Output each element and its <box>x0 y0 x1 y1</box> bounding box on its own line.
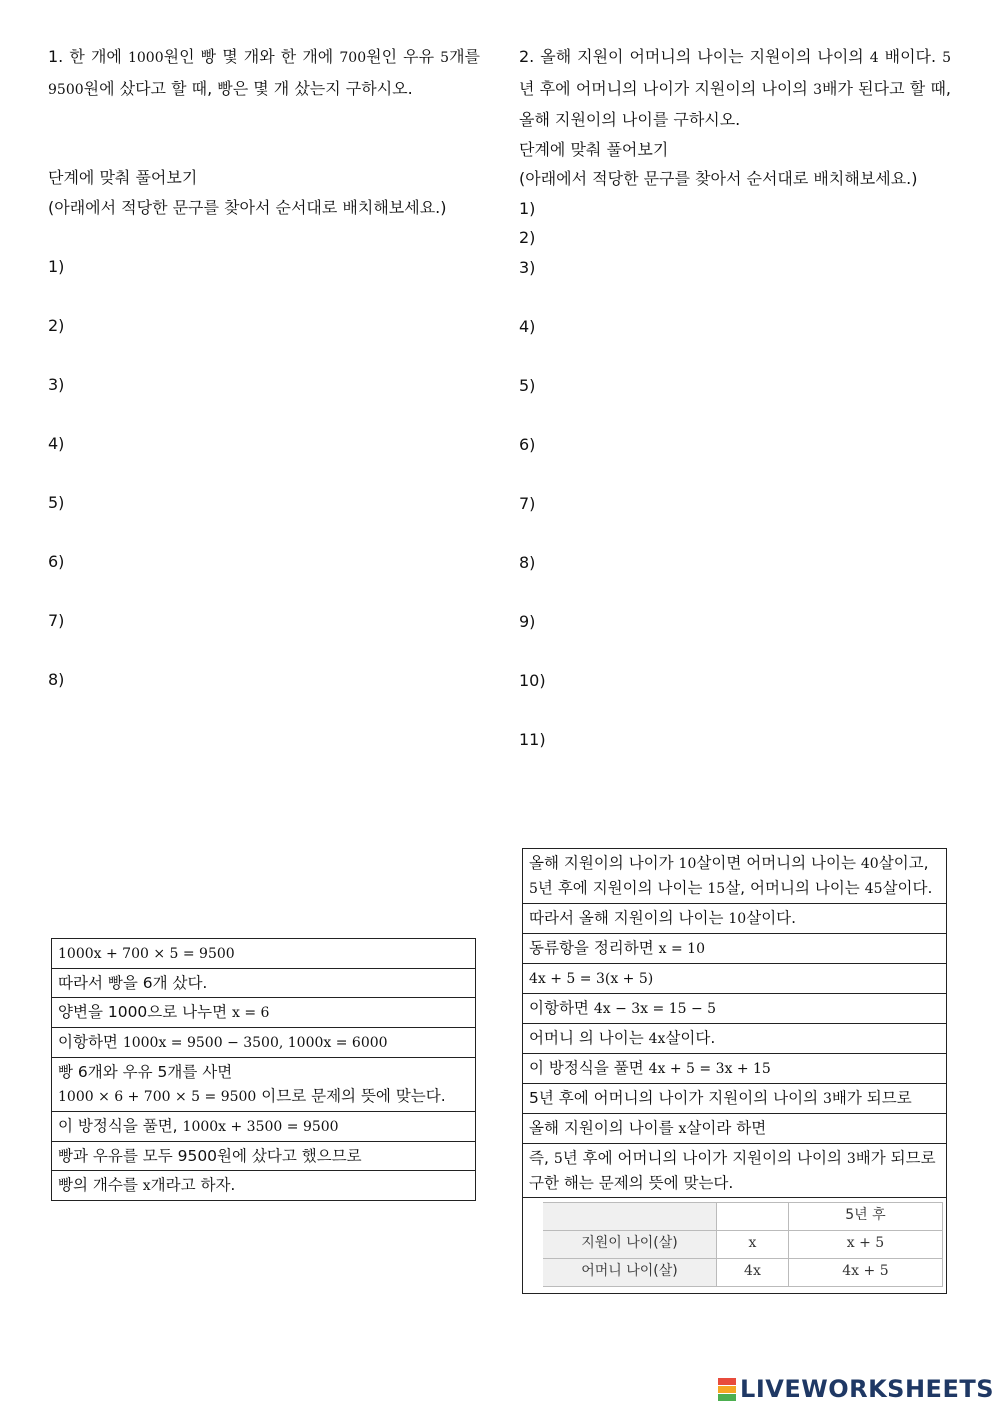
age-table-cell: 4x <box>717 1259 789 1287</box>
problem-2-column <box>519 42 951 754</box>
phrase-text: 따라서 빵을 6개 샀다. <box>58 974 208 992</box>
answer-slot-11[interactable]: 11) <box>519 729 546 749</box>
age-table-cell: x <box>717 1231 789 1259</box>
age-table-cell: 4x + 5 <box>788 1259 942 1287</box>
phrase-math: 4x − 3x = 15 − 5 <box>593 1001 717 1017</box>
answer-slot-7[interactable]: 7) <box>48 610 65 630</box>
logo-mark-block <box>718 1378 736 1385</box>
phrase-card[interactable] <box>52 1142 476 1171</box>
phrase-card[interactable] <box>523 849 947 904</box>
phrase-text: 살이면 어머니의 나이는 <box>696 854 861 872</box>
problem-2-text: 배이다. <box>878 47 943 66</box>
problem-1-text: 1. 한 개에 <box>48 47 128 66</box>
answer-slot-6[interactable]: 6) <box>519 434 536 454</box>
phrase-card[interactable] <box>523 1144 947 1198</box>
phrase-card[interactable] <box>523 994 947 1024</box>
age-table <box>543 1202 943 1287</box>
phrase-text: 살이라 하면 <box>686 1119 767 1137</box>
phrase-math: 4x <box>648 1031 666 1047</box>
phrase-text: 따라서 올해 지원이의 나이는 <box>529 909 729 927</box>
liveworksheets-logo <box>718 1375 994 1403</box>
phrase-text: 빵과 우유를 모두 9500원에 샀다고 했으므로 <box>58 1147 362 1165</box>
phrase-text: 빵의 개수를 <box>58 1176 143 1194</box>
problem-2-intro-title: 단계에 맞춰 풀어보기 <box>519 139 669 159</box>
answer-slot-6[interactable]: 6) <box>48 551 65 571</box>
phrase-text: 올해 지원이의 나이가 <box>529 854 679 872</box>
answer-slot-10[interactable]: 10) <box>519 670 546 690</box>
phrase-text: 개라고 하자. <box>150 1176 236 1194</box>
logo-mark-icon <box>718 1378 736 1401</box>
logo-mark-block <box>718 1394 736 1401</box>
phrase-text: 배가 되므로 <box>831 1089 912 1107</box>
age-table-corner <box>543 1203 717 1231</box>
phrase-text: 이 방정식을 풀면 <box>529 1059 649 1077</box>
phrase-text: 어머니 의 나이는 <box>529 1029 649 1047</box>
problem-1-text: 원인 빵 몇 개와 한 개에 <box>163 47 340 66</box>
phrase-text: 년 후에 어머니의 나이가 지원이의 나이의 <box>562 1149 847 1167</box>
phrase-math: 15 <box>707 881 726 897</box>
phrase-text: 년 후에 지원이의 나이는 <box>537 879 708 897</box>
phrase-text: 살이다. <box>746 909 797 927</box>
problem-2-text: 배가 된다고 할 때, 올해 지원이의 나이를 구하시오. <box>519 78 951 129</box>
phrase-math: 1000x + 700 × 5 = 9500 <box>58 946 235 962</box>
phrase-card[interactable] <box>52 1028 476 1058</box>
phrase-text: 이므로 문제의 뜻에 맞는다. <box>256 1087 446 1105</box>
problem-1-statement <box>48 42 480 105</box>
problem-1-column <box>48 42 480 724</box>
phrase-math: x <box>678 1121 687 1137</box>
answer-slot-5[interactable]: 5) <box>48 492 65 512</box>
problem-1-intro-text: (아래에서 적당한 문구를 찾아서 순서대로 배치해보세요.) <box>48 197 447 217</box>
problem-1-phrase-box <box>51 938 476 1201</box>
phrase-card[interactable] <box>523 904 947 934</box>
phrase-card[interactable] <box>52 1058 476 1112</box>
answer-slot-1[interactable]: 1) <box>519 198 536 218</box>
phrase-card[interactable] <box>523 1084 947 1114</box>
phrase-text: 이 방정식을 풀면, <box>58 1117 183 1135</box>
phrase-math: 4x + 5 = 3(x + 5) <box>529 971 654 987</box>
phrase-card[interactable] <box>523 1054 947 1084</box>
problem-1-num: 9500 <box>48 81 84 98</box>
answer-slot-2[interactable]: 2) <box>519 228 536 247</box>
phrase-math: 4x + 5 = 3x + 15 <box>648 1061 771 1077</box>
age-table-cell: x + 5 <box>788 1231 942 1259</box>
phrase-text: 살이다. <box>665 1029 716 1047</box>
phrase-card[interactable] <box>52 1112 476 1142</box>
logo-mark-block <box>718 1386 736 1393</box>
answer-slot-5[interactable]: 5) <box>519 375 536 395</box>
age-table-now-header <box>717 1203 789 1231</box>
problem-2-num: 3 <box>813 81 823 98</box>
phrase-text: 동류항을 정리하면 <box>529 939 659 957</box>
phrase-card[interactable] <box>523 934 947 964</box>
answer-slot-2[interactable]: 2) <box>48 315 65 335</box>
problem-2-phrase-box <box>522 848 947 1294</box>
phrase-math: 5 <box>553 1151 563 1167</box>
problem-2-num: 4 <box>869 50 879 66</box>
phrase-card[interactable] <box>523 1114 947 1144</box>
answer-slot-9[interactable]: 9) <box>519 611 536 631</box>
answer-slot-1[interactable]: 1) <box>48 256 65 276</box>
phrase-text: 살이다. <box>882 879 933 897</box>
age-table-after-header: 5년 후 <box>788 1203 942 1231</box>
age-table-row-label: 어머니 나이(살) <box>543 1259 717 1287</box>
phrase-math: 1000 × 6 + 700 × 5 = 9500 <box>58 1089 257 1105</box>
answer-slot-3[interactable]: 3) <box>519 257 536 277</box>
phrase-math: 10 <box>678 856 697 872</box>
answer-slot-8[interactable]: 8) <box>48 669 65 689</box>
phrase-text: 빵 6개와 우유 5개를 사면 <box>58 1063 233 1081</box>
problem-2-text: 년 후에 어머니의 나이가 지원이의 나이의 <box>519 78 814 98</box>
answer-slot-4[interactable]: 4) <box>48 433 65 453</box>
problem-1-intro-title: 단계에 맞춰 풀어보기 <box>48 168 198 187</box>
phrase-text: 이항하면 <box>58 1033 123 1051</box>
phrase-card[interactable] <box>52 969 476 998</box>
age-table-row-label: 지원이 나이(살) <box>543 1231 717 1259</box>
phrase-text: 살, 어머니의 나이는 <box>725 879 865 897</box>
problem-2-text: 2. 올해 지원이 어머니의 나이는 지원이의 나이의 <box>519 47 870 66</box>
phrase-card[interactable] <box>523 1024 947 1054</box>
phrase-math: x = 10 <box>658 941 705 957</box>
phrase-text: 양변을 1000으로 나누면 <box>58 1003 233 1021</box>
phrase-math: x <box>142 1178 151 1194</box>
phrase-card[interactable] <box>52 1171 476 1201</box>
problem-1-text: 원에 샀다고 할 때, 빵은 몇 개 샀는지 구하시오. <box>83 78 413 98</box>
phrase-math: 1000x + 3500 = 9500 <box>182 1119 339 1135</box>
problem-2-intro-text: (아래에서 적당한 문구를 찾아서 순서대로 배치해보세요.) <box>519 169 918 188</box>
answer-slot-8[interactable]: 8) <box>519 552 536 572</box>
problem-1-num: 1000 <box>127 50 164 66</box>
phrase-text: 살이고, <box>878 854 929 872</box>
phrase-math: 10 <box>728 911 747 927</box>
problem-1-text: 개를 <box>449 47 480 66</box>
phrase-card[interactable] <box>52 939 476 969</box>
phrase-math: 45 <box>864 881 883 897</box>
phrase-math: 1000x = 9500 − 3500, 1000x = 6000 <box>122 1035 388 1051</box>
phrase-math: 5 <box>529 881 538 897</box>
problem-1-text: 원인 우유 <box>366 47 441 66</box>
answer-slot-7[interactable]: 7) <box>519 493 536 513</box>
problem-1-num: 5 <box>440 50 450 66</box>
phrase-math: x = 6 <box>232 1005 270 1021</box>
logo-text: LIVEWORKSHEETS <box>740 1375 994 1403</box>
problem-1-num: 700 <box>339 50 367 66</box>
problem-2-statement <box>519 42 951 135</box>
problem-2-num: 5 <box>942 50 951 66</box>
phrase-math: 3 <box>822 1091 832 1107</box>
phrase-text: 5년 후에 어머니의 나이가 지원이의 나이의 <box>529 1089 823 1107</box>
phrase-text: 배가 되므로 구한 해는 문제의 뜻에 맞는다. <box>529 1149 936 1192</box>
phrase-math: 3 <box>846 1151 856 1167</box>
phrase-card[interactable] <box>52 998 476 1028</box>
phrase-text: 올해 지원이의 나이를 <box>529 1119 679 1137</box>
problem-1-answer-slots <box>48 252 480 695</box>
phrase-card-age-table[interactable] <box>523 1198 947 1294</box>
answer-slot-3[interactable]: 3) <box>48 374 65 394</box>
phrase-card[interactable] <box>523 964 947 994</box>
phrase-text: 즉, <box>529 1149 554 1167</box>
phrase-math: 40 <box>860 856 879 872</box>
problem-2-answer-slots <box>519 194 951 755</box>
phrase-text: 이항하면 <box>529 999 594 1017</box>
answer-slot-4[interactable]: 4) <box>519 316 536 336</box>
